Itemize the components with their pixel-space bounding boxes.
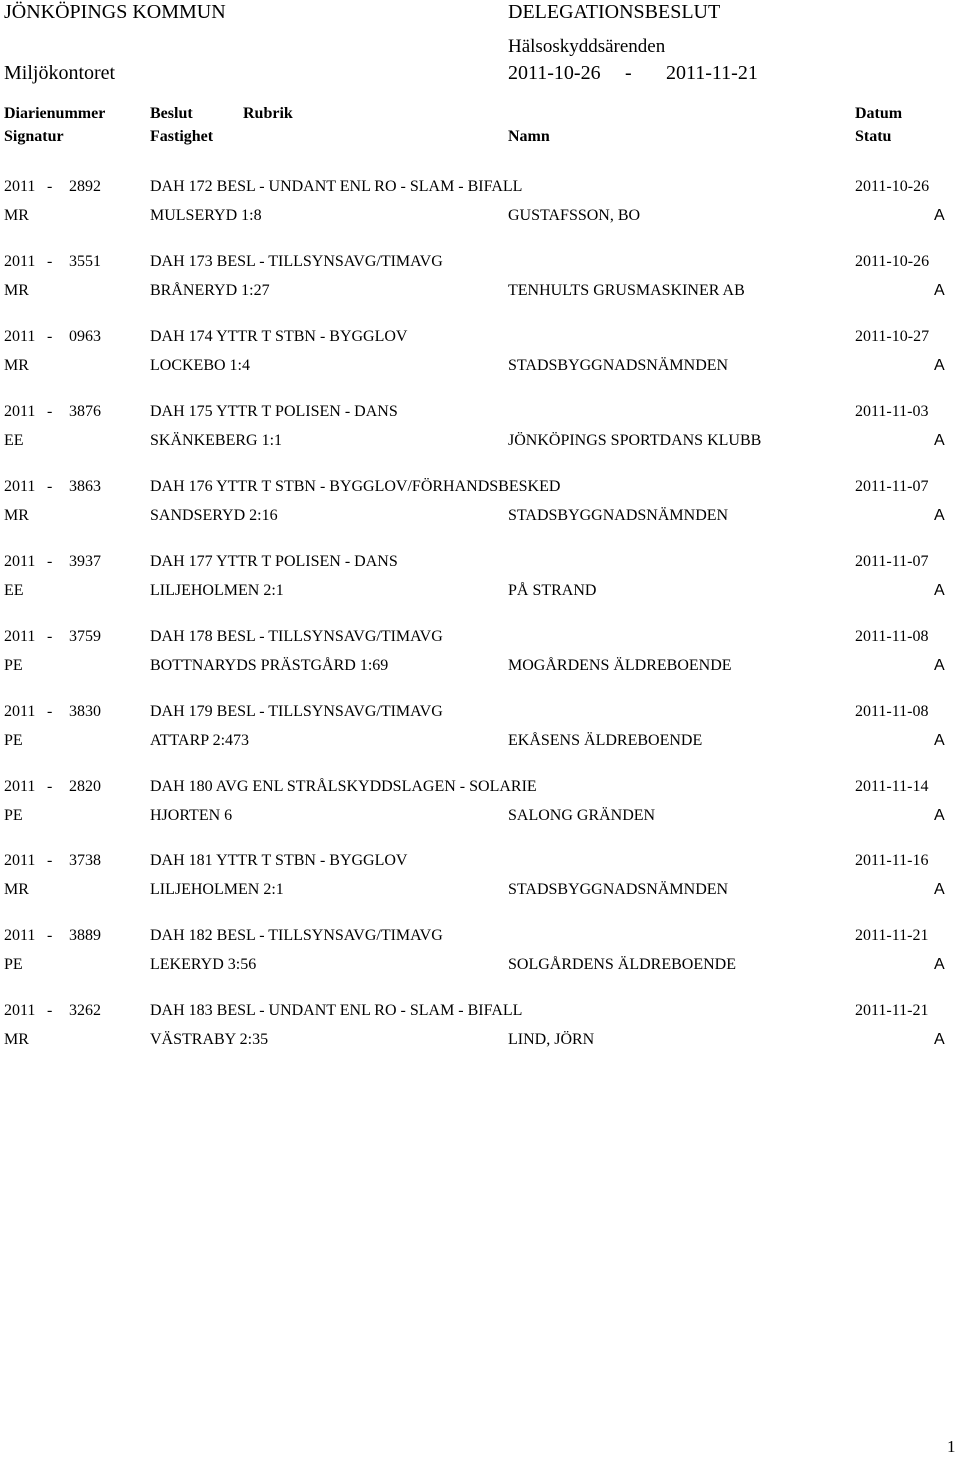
record-property: SANDSERYD 2:16 bbox=[150, 507, 278, 524]
record-year: 2011 bbox=[4, 403, 36, 420]
document-title: DELEGATIONSBESLUT bbox=[508, 1, 721, 23]
record-date: 2011-11-21 bbox=[855, 1002, 929, 1019]
record-status: A bbox=[934, 582, 945, 599]
decision-record bbox=[0, 851, 960, 911]
record-year: 2011 bbox=[4, 253, 36, 270]
record-signature: MR bbox=[4, 282, 29, 299]
col-diarienummer: Diarienummer bbox=[4, 105, 106, 122]
record-year: 2011 bbox=[4, 703, 36, 720]
record-date: 2011-11-08 bbox=[855, 703, 929, 720]
record-signature: EE bbox=[4, 432, 24, 449]
record-name: SALONG GRÄNDEN bbox=[508, 807, 656, 824]
col-rubrik: Rubrik bbox=[243, 105, 293, 122]
record-signature: MR bbox=[4, 507, 29, 524]
record-property: VÄSTRABY 2:35 bbox=[150, 1031, 269, 1048]
record-date: 2011-11-16 bbox=[855, 852, 929, 869]
record-decision: DAH 174 YTTR T STBN - BYGGLOV bbox=[150, 328, 408, 345]
record-number: 0963 bbox=[69, 328, 101, 345]
record-number: 3863 bbox=[69, 478, 101, 495]
record-property: MULSERYD 1:8 bbox=[150, 207, 262, 224]
decision-record bbox=[0, 327, 960, 387]
record-name: STADSBYGGNADSNÄMNDEN bbox=[508, 507, 729, 524]
record-status: A bbox=[934, 956, 945, 973]
record-decision: DAH 183 BESL - UNDANT ENL RO - SLAM - BIFALL bbox=[150, 1002, 523, 1019]
decision-record bbox=[0, 777, 960, 837]
record-name: SOLGÅRDENS ÄLDREBOENDE bbox=[508, 956, 736, 973]
record-name: PÅ STRAND bbox=[508, 582, 597, 599]
record-name: JÖNKÖPINGS SPORTDANS KLUBB bbox=[508, 432, 762, 449]
record-status: A bbox=[934, 282, 945, 299]
record-signature: PE bbox=[4, 956, 23, 973]
record-signature: MR bbox=[4, 881, 29, 898]
record-number: 3937 bbox=[69, 553, 101, 570]
record-decision: DAH 173 BESL - TILLSYNSAVG/TIMAVG bbox=[150, 253, 443, 270]
decision-record bbox=[0, 402, 960, 462]
record-separator: - bbox=[47, 403, 53, 420]
record-status: A bbox=[934, 1031, 945, 1048]
record-status: A bbox=[934, 357, 945, 374]
record-decision: DAH 176 YTTR T STBN - BYGGLOV/FÖRHANDSBESKED bbox=[150, 478, 561, 495]
record-separator: - bbox=[47, 1002, 53, 1019]
record-number: 2892 bbox=[69, 178, 101, 195]
record-property: BRÅNERYD 1:27 bbox=[150, 282, 270, 299]
record-decision: DAH 175 YTTR T POLISEN - DANS bbox=[150, 403, 398, 420]
record-property: HJORTEN 6 bbox=[150, 807, 233, 824]
document-subtitle: Hälsoskyddsärenden bbox=[508, 36, 666, 57]
organization-name: JÖNKÖPINGS KOMMUN bbox=[4, 1, 226, 23]
record-year: 2011 bbox=[4, 852, 36, 869]
record-number: 3889 bbox=[69, 927, 101, 944]
record-number: 3830 bbox=[69, 703, 101, 720]
record-status: A bbox=[934, 657, 945, 674]
record-property: ATTARP 2:473 bbox=[150, 732, 250, 749]
record-property: BOTTNARYDS PRÄSTGÅRD 1:69 bbox=[150, 657, 389, 674]
record-signature: MR bbox=[4, 207, 29, 224]
record-number: 3551 bbox=[69, 253, 101, 270]
record-date: 2011-11-21 bbox=[855, 927, 929, 944]
record-property: SKÄNKEBERG 1:1 bbox=[150, 432, 283, 449]
record-year: 2011 bbox=[4, 1002, 36, 1019]
record-number: 3876 bbox=[69, 403, 101, 420]
record-property: LOCKEBO 1:4 bbox=[150, 357, 250, 374]
record-status: A bbox=[934, 207, 945, 224]
record-signature: EE bbox=[4, 582, 24, 599]
record-date: 2011-11-14 bbox=[855, 778, 929, 795]
record-signature: PE bbox=[4, 657, 23, 674]
record-decision: DAH 181 YTTR T STBN - BYGGLOV bbox=[150, 852, 408, 869]
record-date: 2011-10-26 bbox=[855, 178, 930, 195]
record-date: 2011-11-07 bbox=[855, 478, 929, 495]
record-name: STADSBYGGNADSNÄMNDEN bbox=[508, 357, 729, 374]
record-year: 2011 bbox=[4, 927, 36, 944]
record-signature: MR bbox=[4, 1031, 29, 1048]
record-year: 2011 bbox=[4, 328, 36, 345]
record-separator: - bbox=[47, 553, 53, 570]
record-signature: MR bbox=[4, 357, 29, 374]
record-number: 3759 bbox=[69, 628, 101, 645]
period-separator: - bbox=[625, 62, 632, 84]
record-name: TENHULTS GRUSMASKINER AB bbox=[508, 282, 745, 299]
record-property: LEKERYD 3:56 bbox=[150, 956, 257, 973]
record-status: A bbox=[934, 507, 945, 524]
record-number: 3738 bbox=[69, 852, 101, 869]
record-separator: - bbox=[47, 253, 53, 270]
record-year: 2011 bbox=[4, 553, 36, 570]
record-status: A bbox=[934, 881, 945, 898]
col-fastighet: Fastighet bbox=[150, 128, 214, 145]
record-date: 2011-10-26 bbox=[855, 253, 930, 270]
record-date: 2011-11-03 bbox=[855, 403, 929, 420]
decision-record bbox=[0, 177, 960, 237]
office-name: Miljökontoret bbox=[4, 62, 116, 84]
decision-record bbox=[0, 1001, 960, 1061]
record-separator: - bbox=[47, 852, 53, 869]
record-decision: DAH 178 BESL - TILLSYNSAVG/TIMAVG bbox=[150, 628, 443, 645]
record-property: LILJEHOLMEN 2:1 bbox=[150, 582, 284, 599]
record-separator: - bbox=[47, 778, 53, 795]
record-decision: DAH 180 AVG ENL STRÅLSKYDDSLAGEN - SOLARIE bbox=[150, 778, 537, 795]
record-signature: PE bbox=[4, 732, 23, 749]
record-name: GUSTAFSSON, BO bbox=[508, 207, 641, 224]
record-date: 2011-11-08 bbox=[855, 628, 929, 645]
record-name: LIND, JÖRN bbox=[508, 1031, 595, 1048]
record-name: MOGÅRDENS ÄLDREBOENDE bbox=[508, 657, 732, 674]
period-from: 2011-10-26 bbox=[508, 62, 601, 84]
record-separator: - bbox=[47, 328, 53, 345]
record-date: 2011-10-27 bbox=[855, 328, 930, 345]
record-date: 2011-11-07 bbox=[855, 553, 929, 570]
record-property: LILJEHOLMEN 2:1 bbox=[150, 881, 284, 898]
record-decision: DAH 172 BESL - UNDANT ENL RO - SLAM - BIFALL bbox=[150, 178, 523, 195]
record-decision: DAH 179 BESL - TILLSYNSAVG/TIMAVG bbox=[150, 703, 443, 720]
page-number: 1 bbox=[947, 1437, 956, 1456]
col-signatur: Signatur bbox=[4, 128, 64, 145]
decision-record bbox=[0, 926, 960, 986]
decision-record bbox=[0, 627, 960, 687]
record-number: 3262 bbox=[69, 1002, 101, 1019]
record-separator: - bbox=[47, 478, 53, 495]
record-separator: - bbox=[47, 927, 53, 944]
record-decision: DAH 182 BESL - TILLSYNSAVG/TIMAVG bbox=[150, 927, 443, 944]
record-number: 2820 bbox=[69, 778, 101, 795]
record-signature: PE bbox=[4, 807, 23, 824]
record-year: 2011 bbox=[4, 778, 36, 795]
record-year: 2011 bbox=[4, 178, 36, 195]
record-name: EKÅSENS ÄLDREBOENDE bbox=[508, 732, 703, 749]
decision-record bbox=[0, 552, 960, 612]
record-separator: - bbox=[47, 178, 53, 195]
record-year: 2011 bbox=[4, 478, 36, 495]
col-datum: Datum bbox=[855, 105, 903, 122]
record-name: STADSBYGGNADSNÄMNDEN bbox=[508, 881, 729, 898]
record-separator: - bbox=[47, 703, 53, 720]
record-decision: DAH 177 YTTR T POLISEN - DANS bbox=[150, 553, 398, 570]
decision-record bbox=[0, 252, 960, 312]
decision-record bbox=[0, 702, 960, 762]
record-separator: - bbox=[47, 628, 53, 645]
record-year: 2011 bbox=[4, 628, 36, 645]
col-status: Statu bbox=[855, 128, 892, 145]
period-to: 2011-11-21 bbox=[666, 62, 758, 84]
record-status: A bbox=[934, 432, 945, 449]
col-beslut: Beslut bbox=[150, 105, 193, 122]
record-status: A bbox=[934, 732, 945, 749]
decision-record bbox=[0, 477, 960, 537]
record-status: A bbox=[934, 807, 945, 824]
col-namn: Namn bbox=[508, 128, 550, 145]
